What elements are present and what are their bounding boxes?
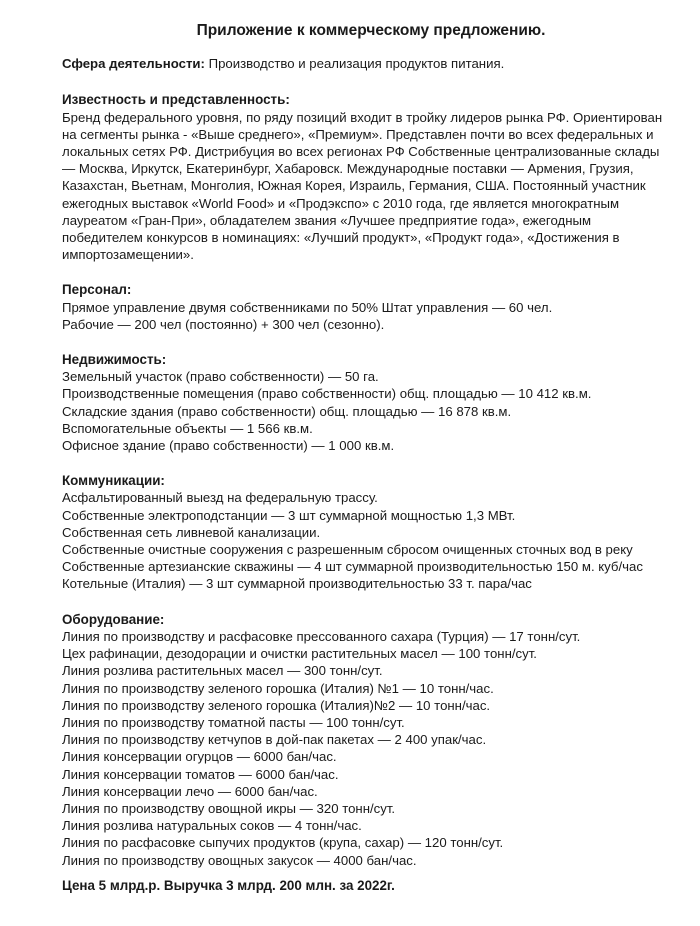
equipment-heading: Оборудование: xyxy=(62,611,165,627)
equipment-line: Линия по производству овощных закусок — 4000 бан/час. xyxy=(62,852,417,868)
section-equipment xyxy=(62,611,670,869)
document-title: Приложение к коммерческому предложению. xyxy=(196,22,546,39)
equipment-line: Линия консервации лечо — 6000 бан/час. xyxy=(62,783,318,799)
sphere-value: Производство и реализация продуктов питания. xyxy=(208,56,505,72)
utilities-line: Асфальтированный выезд на федеральную трассу. xyxy=(62,490,378,506)
utilities-heading: Коммуникации: xyxy=(62,473,165,489)
equipment-line: Линия консервации огурцов — 6000 бан/час. xyxy=(62,749,337,765)
equipment-line: Линия по производству томатной пасты — 100 тонн/сут. xyxy=(62,714,405,730)
price-revenue-line: Цена 5 млрд.р. Выручка 3 млрд. 200 млн. за 2022г. xyxy=(62,878,395,893)
section-fame xyxy=(62,91,670,263)
equipment-line: Линия по производству и расфасовке прессованного сахара (Турция) — 17 тонн/сут. xyxy=(62,628,581,644)
equipment-line: Линия по производству зеленого горошка (Италия)№2 — 10 тонн/час. xyxy=(62,697,491,713)
property-line: Вспомогательные объекты — 1 566 кв.м. xyxy=(62,420,313,436)
property-line: Производственные помещения (право собственности) общ. площадью — 10 412 кв.м. xyxy=(62,386,592,402)
utilities-line: Собственные электроподстанции — 3 шт суммарной мощностью 1,3 МВт. xyxy=(62,507,516,523)
staff-line: Рабочие — 200 чел (постоянно) + 300 чел (сезонно). xyxy=(62,316,385,332)
utilities-line: Собственная сеть ливневой канализации. xyxy=(62,524,321,540)
section-staff xyxy=(62,281,670,333)
equipment-line: Линия по производству кетчупов в дой-пак пакетах — 2 400 упак/час. xyxy=(62,732,487,748)
equipment-line: Линия по расфасовке сыпучих продуктов (крупа, сахар) — 120 тонн/сут. xyxy=(62,835,504,851)
fame-heading: Известность и представленность: xyxy=(62,92,290,108)
equipment-line: Цех рафинации, дезодорации и очистки растительных масел — 100 тонн/сут. xyxy=(62,646,537,662)
section-utilities xyxy=(62,472,670,592)
equipment-line: Линия розлива натуральных соков — 4 тонн/час. xyxy=(62,818,362,834)
fame-text: Бренд федерального уровня, по ряду позиций входит в тройку лидеров рынка РФ. Ориентирован на сегменты рынка - «Выше среднего», «Премиум». Представлен почти во всех федеральных и локальных сетях РФ. Дистрибуция во всех регионах РФ Собственные централизованные склады — Москва, Иркутск, Екатеринбург, Хабаровск. Международные поставки — Армения, Грузия, Казахстан, Вьетнам, Монголия, Южная Корея, Израиль, Германия, США. Постоянный участник ежегодных выставок «World Food» и «Продэкспо» с 2010 года, где является многократным лауреатом «Гран-При», обладателем звания «Лучшее предприятие года», ежегодным победителем конкурсов в номинациях: «Лучший продукт», «Продукт года», «Достижения в импортозамещении». xyxy=(62,109,663,263)
equipment-line: Линия розлива растительных масел — 300 тонн/сут. xyxy=(62,663,383,679)
property-line: Складские здания (право собственности) общ. площадью — 16 878 кв.м. xyxy=(62,403,512,419)
property-line: Земельный участок (право собственности) — 50 га. xyxy=(62,369,379,385)
sphere-line xyxy=(62,55,670,72)
equipment-line: Линия консервации томатов — 6000 бан/час. xyxy=(62,766,339,782)
equipment-line: Линия по производству овощной икры — 320 тонн/сут. xyxy=(62,800,396,816)
staff-heading: Персонал: xyxy=(62,282,132,298)
section-property xyxy=(62,351,670,454)
utilities-line: Собственные очистные сооружения с разрешенным сбросом очищенных сточных вод в реку Собственные артезианские скважины — 4 шт суммарной производительностью 150 м. куб/час Котельные (Италия) — 3 шт суммарной производительностью 33 т. пара/час xyxy=(62,542,643,592)
property-heading: Недвижимость: xyxy=(62,352,167,368)
equipment-line: Линия по производству зеленого горошка (Италия) №1 — 10 тонн/час. xyxy=(62,680,494,696)
sphere-label: Сфера деятельности: xyxy=(62,56,205,72)
property-line: Офисное здание (право собственности) — 1 000 кв.м. xyxy=(62,438,395,454)
staff-line: Прямое управление двумя собственниками по 50% Штат управления — 60 чел. xyxy=(62,299,553,315)
